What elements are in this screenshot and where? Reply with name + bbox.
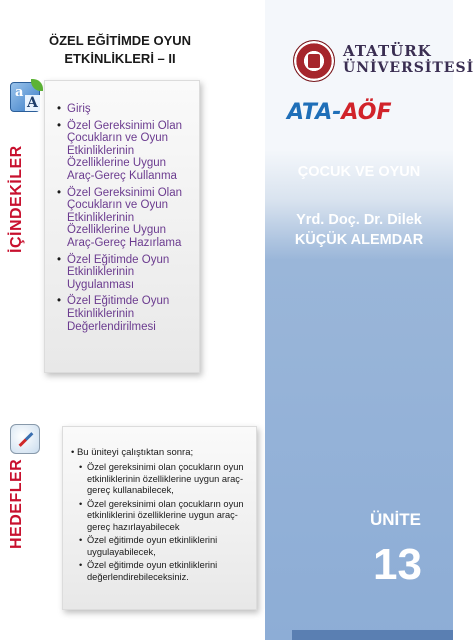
goal-item: • Özel gereksinimi olan çocukların oyun etkinliklerinin özelliklerine uygun araç-gereç kullanabilecek, bbox=[79, 462, 254, 497]
unit-number: 13 bbox=[373, 540, 422, 589]
unit-title-line2: ETKİNLİKLERİ – II bbox=[64, 51, 176, 66]
logo-dash: - bbox=[332, 100, 342, 125]
university-line2: ÜNİVERSİTESİ bbox=[343, 60, 474, 76]
goals-panel bbox=[62, 426, 257, 610]
right-column bbox=[265, 0, 474, 640]
contents-item: • Özel Eğitimde Oyun Etkinliklerinin Uygulanması bbox=[57, 254, 193, 292]
contents-item: • Özel Gereksinimi Olan Çocukların ve Oyun Etkinliklerinin Özelliklerine Uygun Araç-Gereç Kullanma bbox=[57, 120, 193, 183]
goal-item: • Özel eğitimde oyun etkinliklerini uygulayabilecek, bbox=[79, 535, 254, 558]
university-line1: ATATÜRK bbox=[343, 42, 432, 60]
contents-item: • Giriş bbox=[57, 103, 193, 116]
unit-title bbox=[20, 32, 220, 68]
author-line2: KÜÇÜK ALEMDAR bbox=[294, 232, 424, 248]
logo-part-ata: ATA bbox=[287, 100, 333, 125]
university-seal-icon bbox=[293, 40, 335, 82]
logo-part-aof: AÖF bbox=[341, 100, 392, 125]
university-logo bbox=[343, 42, 474, 76]
logo-block bbox=[265, 0, 474, 140]
goal-item: • Özel eğitimde oyun etkinliklerini değerlendirebileceksiniz. bbox=[79, 560, 254, 583]
goals-intro: • Bu üniteyi çalıştıktan sonra; bbox=[71, 447, 193, 458]
compass-icon bbox=[10, 424, 40, 454]
author-line1: Yrd. Doç. Dr. Dilek bbox=[296, 212, 422, 228]
course-name: ÇOCUK VE OYUN bbox=[297, 164, 421, 180]
goals-label: HEDEFLER bbox=[8, 458, 25, 549]
unit-label: ÜNİTE bbox=[370, 510, 421, 529]
unit-title-line1: ÖZEL EĞİTİMDE OYUN bbox=[48, 33, 192, 48]
contents-panel bbox=[44, 80, 200, 373]
contents-item: • Özel Gereksinimi Olan Çocukların ve Oyun Etkinliklerinin Özelliklerine Uygun Araç-Gereç Hazırlama bbox=[57, 187, 193, 250]
ata-aof-logo bbox=[287, 100, 391, 125]
contents-label: İÇİNDEKİLER bbox=[8, 145, 25, 253]
goal-item: • Özel gereksinimi olan çocukların oyun etkinliklerini özelliklerine uygun araç-gereç hazırlayabilecek bbox=[79, 499, 254, 534]
font-book-icon: a A bbox=[10, 82, 40, 112]
contents-item: • Özel Eğitimde Oyun Etkinliklerinin Değerlendirilmesi bbox=[57, 295, 193, 333]
goals-list bbox=[79, 462, 254, 585]
contents-list bbox=[45, 81, 199, 333]
bottom-bar bbox=[292, 630, 453, 640]
